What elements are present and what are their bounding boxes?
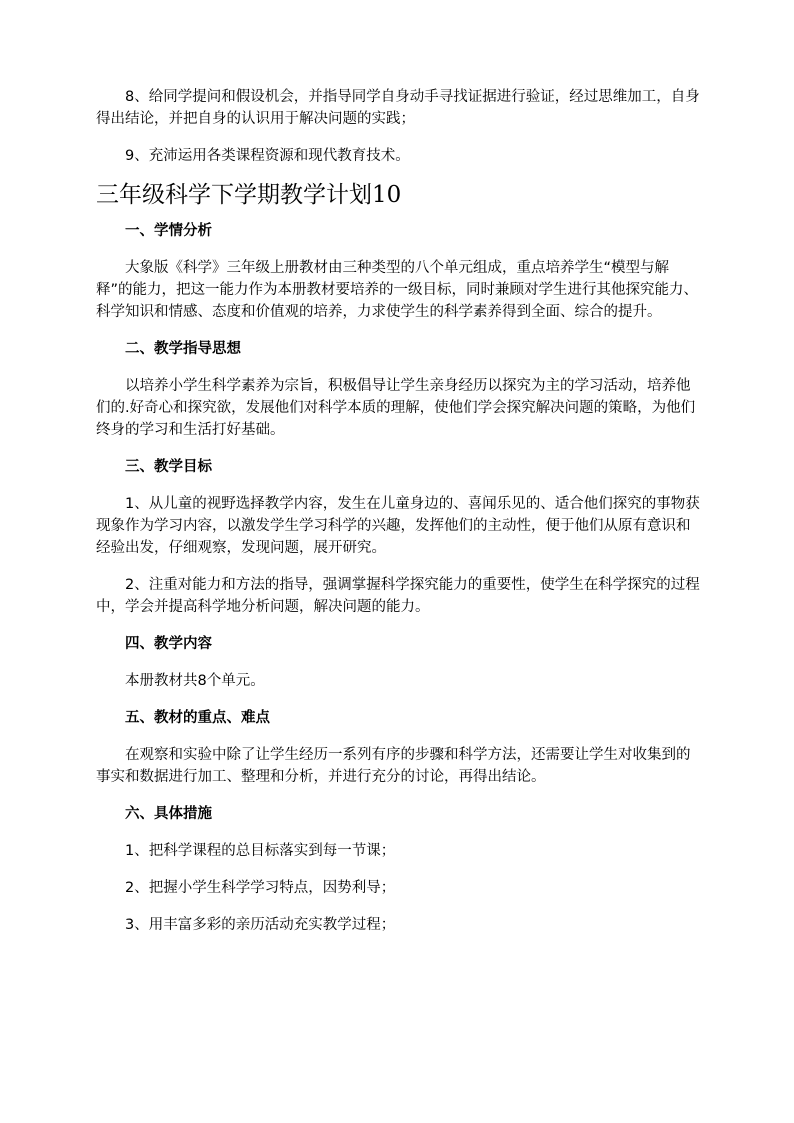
section-1-paragraph: 大象版《科学》三年级上册教材由三种类型的八个单元组成，重点培养学生“模型与解释”的能力，把这一能力作为本册教材要培养的一级目标，同时兼顾对学生进行其他探究能力、科学知识和情感、态度和价值观的培养，力求使学生的科学素养得到全面、综合的提升。 (96, 260, 699, 320)
section-4-paragraph: 本册教材共8个单元。 (125, 673, 265, 689)
document-page (96, 86, 700, 936)
section-heading-3: 三、教学目标 (125, 459, 212, 475)
section-heading-4: 四、教学内容 (125, 636, 212, 652)
measure-item-1: 1、把科学课程的总目标落实到每一节课； (125, 843, 396, 859)
section-3-paragraph-1: 1、从儿童的视野选择教学内容，发生在儿童身边的、喜闻乐见的、适合他们探究的事物获现象作为学习内容，以激发学生学习科学的兴趣，发挥他们的主动性，便于他们从原有意识和经验出发，仔细观察，发现问题，展开研究。 (96, 496, 700, 556)
section-3-paragraph-2: 2、注重对能力和方法的指导，强调掌握科学探究能力的重要性，使学生在科学探究的过程中，学会并提高科学地分析问题，解决问题的能力。 (96, 577, 700, 615)
section-2-paragraph: 以培养小学生科学素养为宗旨，积极倡导让学生亲身经历以探究为主的学习活动，培养他们的.好奇心和探究欲，发展他们对科学本质的理解，使他们学会探究解决问题的策略，为他们终身的学习和生活打好基础。 (96, 378, 696, 438)
measure-item-3: 3、用丰富多彩的亲历活动充实教学过程； (125, 917, 396, 933)
page-title: 三年级科学下学期教学计划10 (96, 182, 402, 208)
section-heading-1: 一、学情分析 (125, 223, 212, 239)
section-heading-2: 二、教学指导思想 (125, 341, 241, 357)
paragraph-item-8: 8、给同学提问和假设机会，并指导同学自身动手寻找证据进行验证，经过思维加工，自身得出结论，并把自身的认识用于解决问题的实践； (96, 89, 700, 127)
section-5-paragraph: 在观察和实验中除了让学生经历一系列有序的步骤和科学方法，还需要让学生对收集到的事实和数据进行加工、整理和分析，并进行充分的讨论，再得出结论。 (96, 747, 691, 785)
paragraph-item-9: 9、充沛运用各类课程资源和现代教育技术。 (125, 148, 410, 164)
section-heading-6: 六、具体措施 (125, 806, 212, 822)
measure-item-2: 2、把握小学生科学学习特点，因势利导； (125, 880, 396, 896)
section-heading-5: 五、教材的重点、难点 (125, 710, 270, 726)
